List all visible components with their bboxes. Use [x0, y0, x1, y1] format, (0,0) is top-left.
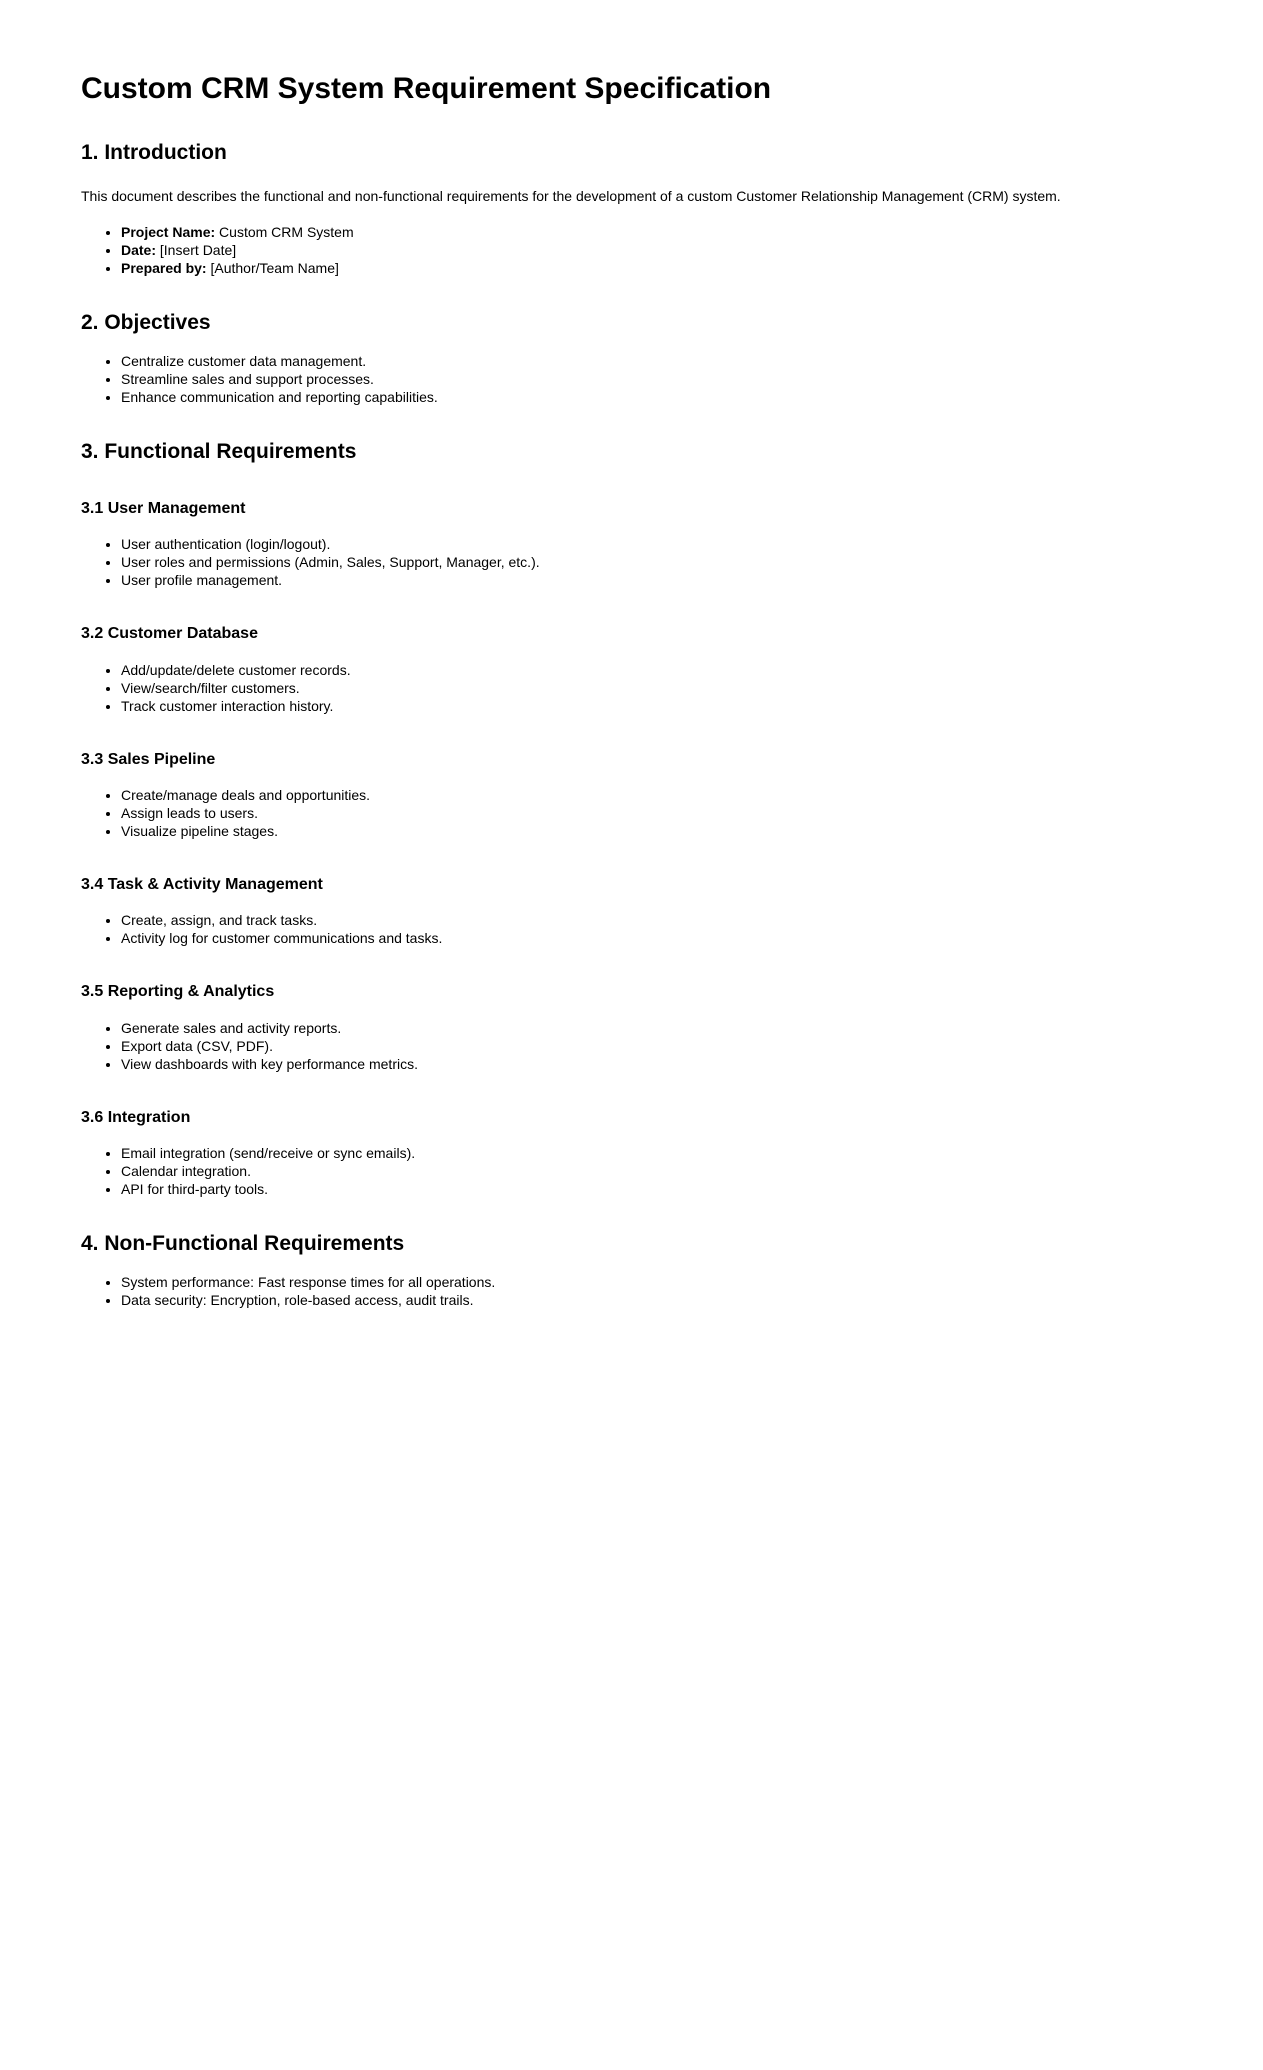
heading-objectives: 2. Objectives [81, 310, 211, 334]
section-objectives [81, 311, 1181, 406]
list-item: • Create, assign, and track tasks. [121, 911, 1181, 929]
heading-non-functional-requirements: 4. Non-Functional Requirements [81, 1232, 405, 1256]
user-management-list [81, 535, 1181, 589]
list-item: • Visualize pipeline stages. [121, 822, 1181, 840]
list-item: • Track customer interaction history. [121, 697, 1181, 715]
list-item: • Export data (CSV, PDF). [121, 1037, 1181, 1055]
list-item: • Activity log for customer communications and tasks. [121, 929, 1181, 947]
heading-introduction: 1. Introduction [81, 140, 227, 164]
list-item: • Enhance communication and reporting capabilities. [121, 388, 1181, 406]
section-non-functional-requirements [81, 1232, 1181, 1309]
list-item: • Assign leads to users. [121, 804, 1181, 822]
list-item: • User profile management. [121, 571, 1181, 589]
list-item: • User roles and permissions (Admin, Sales, Support, Manager, etc.). [121, 553, 1181, 571]
customer-database-list [81, 661, 1181, 715]
list-item: • Create/manage deals and opportunities. [121, 786, 1181, 804]
section-functional-requirements [81, 440, 1181, 1198]
list-item: • Streamline sales and support processes. [121, 370, 1181, 388]
heading-integration: 3.6 Integration [81, 1108, 191, 1126]
list-item-value: [Author/Team Name] [210, 259, 339, 276]
list-item: • System performance: Fast response times for all operations. [121, 1273, 1181, 1291]
list-item [121, 241, 1181, 259]
intro-paragraph: This document describes the functional and non-functional requirements for the development of a custom Customer Relationship Management (CRM) system. [81, 187, 1061, 204]
list-item [121, 259, 1181, 277]
list-item: • Centralize customer data management. [121, 352, 1181, 370]
heading-sales-pipeline: 3.3 Sales Pipeline [81, 750, 216, 768]
list-item: • Email integration (send/receive or sync emails). [121, 1144, 1181, 1162]
list-item: • Add/update/delete customer records. [121, 661, 1181, 679]
list-item-label: Date: [121, 241, 157, 258]
section-introduction [81, 141, 1181, 277]
list-item: • Calendar integration. [121, 1162, 1181, 1180]
heading-functional-requirements: 3. Functional Requirements [81, 439, 357, 463]
heading-customer-database: 3.2 Customer Database [81, 625, 258, 643]
list-item: • Generate sales and activity reports. [121, 1019, 1181, 1037]
list-item-value: Custom CRM System [219, 223, 354, 240]
objectives-list [81, 352, 1181, 406]
sales-pipeline-list [81, 786, 1181, 840]
list-item: • User authentication (login/logout). [121, 535, 1181, 553]
list-item: • View/search/filter customers. [121, 679, 1181, 697]
document-title: Custom CRM System Requirement Specification [81, 72, 772, 105]
list-item-label: Prepared by: [121, 259, 207, 276]
list-item: • View dashboards with key performance metrics. [121, 1055, 1181, 1073]
list-item-value: [Insert Date] [159, 241, 237, 258]
list-item: • API for third-party tools. [121, 1180, 1181, 1198]
task-activity-list [81, 911, 1181, 947]
list-item [121, 223, 1181, 241]
list-item-label: Project Name: [121, 223, 216, 240]
list-item: • Data security: Encryption, role-based access, audit trails. [121, 1291, 1181, 1309]
intro-list [81, 223, 1181, 277]
heading-reporting-analytics: 3.5 Reporting & Analytics [81, 983, 275, 1001]
heading-task-activity-management: 3.4 Task & Activity Management [81, 876, 323, 894]
non-functional-list [81, 1273, 1181, 1309]
heading-user-management: 3.1 User Management [81, 499, 246, 517]
integration-list [81, 1144, 1181, 1198]
reporting-analytics-list [81, 1019, 1181, 1073]
